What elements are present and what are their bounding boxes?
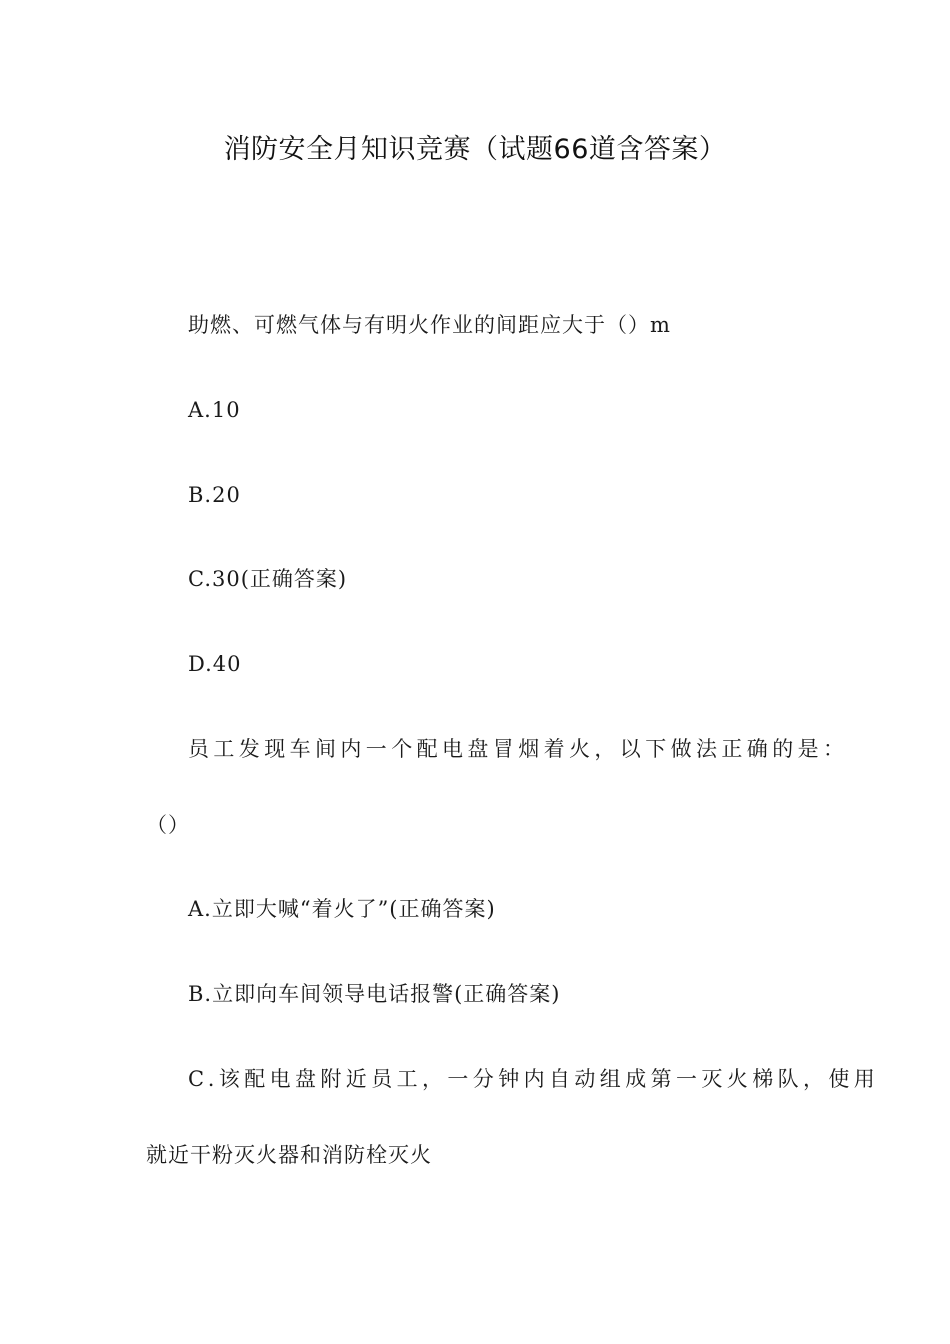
question-1-option-d: D.40 [188,652,242,676]
question-1-option-b: B.20 [188,483,241,507]
question-2-text-continued: （） [146,813,190,837]
document-title: 消防安全月知识竞赛（试题66道含答案） [223,134,727,165]
question-1-text: 助燃、可燃气体与有明火作业的间距应大于（）m [188,313,671,337]
question-2-option-a: A.立即大喊“着火了”(正确答案) [188,897,496,921]
question-2-text: 员工发现车间内一个配电盘冒烟着火，以下做法正确的是： [188,737,849,761]
question-2-option-b: B.立即向车间领导电话报警(正确答案) [188,982,561,1006]
question-2-option-c-continued: 就近干粉灭火器和消防栓灭火 [146,1143,432,1167]
question-1-option-a: A.10 [188,398,241,422]
question-2-option-c: C.该配电盘附近员工，一分钟内自动组成第一灭火梯队，使用 [188,1067,880,1091]
question-1-option-c: C.30(正确答案) [188,567,348,591]
